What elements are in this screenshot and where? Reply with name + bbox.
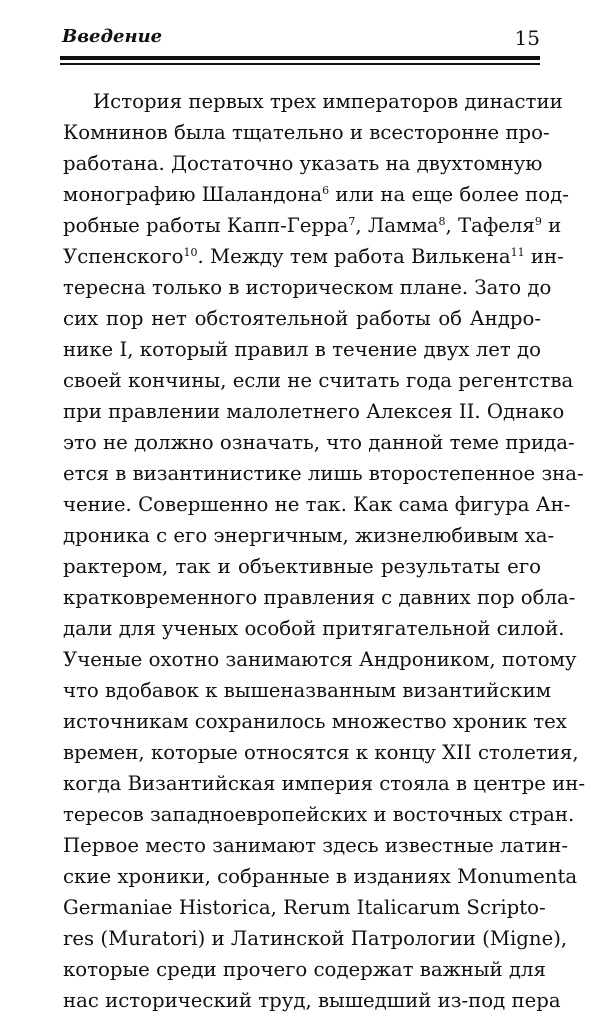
text-line <box>63 86 563 117</box>
text-line <box>63 551 541 582</box>
text-segment: что вдобавок к вышеназванным византийским <box>63 679 552 702</box>
text-line <box>63 396 565 427</box>
text-segment: Первое место занимают здесь известные латин- <box>63 834 569 857</box>
text-segment: , Тафеля <box>445 214 535 237</box>
header-rule-thick <box>60 56 540 60</box>
footnote-ref: 7 <box>348 215 356 228</box>
footnote-ref: 9 <box>534 215 542 228</box>
text-segment: . Между тем работа Вилькена <box>197 245 511 268</box>
text-line <box>63 830 569 861</box>
text-segment: Ученые охотно занимаются Андроником, потому <box>63 648 577 671</box>
text-segment: которые среди прочего содержат важный для <box>63 958 546 981</box>
header-rule-thin <box>60 63 540 65</box>
footnote-ref: 11 <box>510 246 525 259</box>
text-line <box>63 365 574 396</box>
page-number: 15 <box>514 26 540 50</box>
text-line <box>63 737 579 768</box>
text-segment: робные работы Капп-Герра <box>63 214 349 237</box>
text-line <box>63 644 577 675</box>
text-segment: тересов западноевропейских и восточных стран. <box>63 803 575 826</box>
text-segment: ские хроники, собранные в изданиях Monumenta <box>63 865 578 888</box>
footnote-ref: 10 <box>183 246 198 259</box>
text-line <box>63 768 586 799</box>
text-line <box>63 861 578 892</box>
text-segment: Успенского <box>63 245 184 268</box>
text-segment: дроника с его энергичным, жизнелюбивым ха- <box>63 524 555 547</box>
text-segment: нас исторический труд, вышедший из-под пера <box>63 989 561 1012</box>
text-line <box>63 985 561 1016</box>
text-line <box>63 520 555 551</box>
text-line <box>63 582 576 613</box>
text-line <box>63 892 546 923</box>
text-segment: времен, которые относятся к концу XII столетия, <box>63 741 579 764</box>
text-segment: дали для ученых особой притягательной силой. <box>63 617 565 640</box>
text-segment: , Ламма <box>355 214 439 237</box>
text-segment: ется в византинистике лишь второстепенное зна- <box>63 462 584 485</box>
running-header <box>62 26 540 52</box>
text-segment: рактером, так и объективные результаты его <box>63 555 541 578</box>
text-segment: кратковременного правления с давних пор обла- <box>63 586 576 609</box>
text-line <box>63 799 575 830</box>
text-segment: История первых трех императоров династии <box>93 90 563 113</box>
text-segment: тересна только в историческом плане. Зато до <box>63 276 552 299</box>
text-line <box>63 303 541 334</box>
footnote-ref: 8 <box>438 215 446 228</box>
text-segment: это не должно означать, что данной теме прида- <box>63 431 575 454</box>
text-line <box>63 179 569 210</box>
text-line <box>63 210 562 241</box>
text-line <box>63 334 541 365</box>
text-line <box>63 117 550 148</box>
text-line <box>63 613 565 644</box>
text-segment: и <box>541 214 562 237</box>
body-paragraph <box>63 86 586 1016</box>
text-line <box>63 489 571 520</box>
text-segment: Germaniae Historica, Rerum Italicarum Scripto- <box>63 896 546 919</box>
text-segment: при правлении малолетнего Алексея II. Однако <box>63 400 565 423</box>
text-segment: нике I, который правил в течение двух лет до <box>63 338 541 361</box>
text-segment: res (Muratori) и Латинской Патрологии (Migne), <box>63 927 568 950</box>
text-line <box>63 923 568 954</box>
text-line <box>63 954 546 985</box>
text-segment: когда Византийская империя стояла в центре ин- <box>63 772 586 795</box>
text-segment: ин- <box>524 245 564 268</box>
footnote-ref: 6 <box>322 184 330 197</box>
text-line <box>63 272 552 303</box>
text-segment: Комнинов была тщательно и всесторонне про- <box>63 121 550 144</box>
running-title: Введение <box>62 26 163 47</box>
text-line <box>63 241 564 272</box>
text-line <box>63 427 575 458</box>
text-segment: источникам сохранилось множество хроник тех <box>63 710 567 733</box>
text-line <box>63 706 567 737</box>
text-segment: сих пор нет обстоятельной работы об Андро- <box>63 307 541 330</box>
text-line <box>63 458 584 489</box>
text-segment: или на еще более под- <box>329 183 569 206</box>
text-line <box>63 675 552 706</box>
text-segment: чение. Совершенно не так. Как сама фигура Ан- <box>63 493 571 516</box>
text-line <box>63 148 541 179</box>
text-segment: своей кончины, если не считать года регентства <box>63 369 574 392</box>
text-segment: монографию Шаландона <box>63 183 323 206</box>
text-segment: работана. Достаточно указать на двухтомную <box>63 152 543 175</box>
